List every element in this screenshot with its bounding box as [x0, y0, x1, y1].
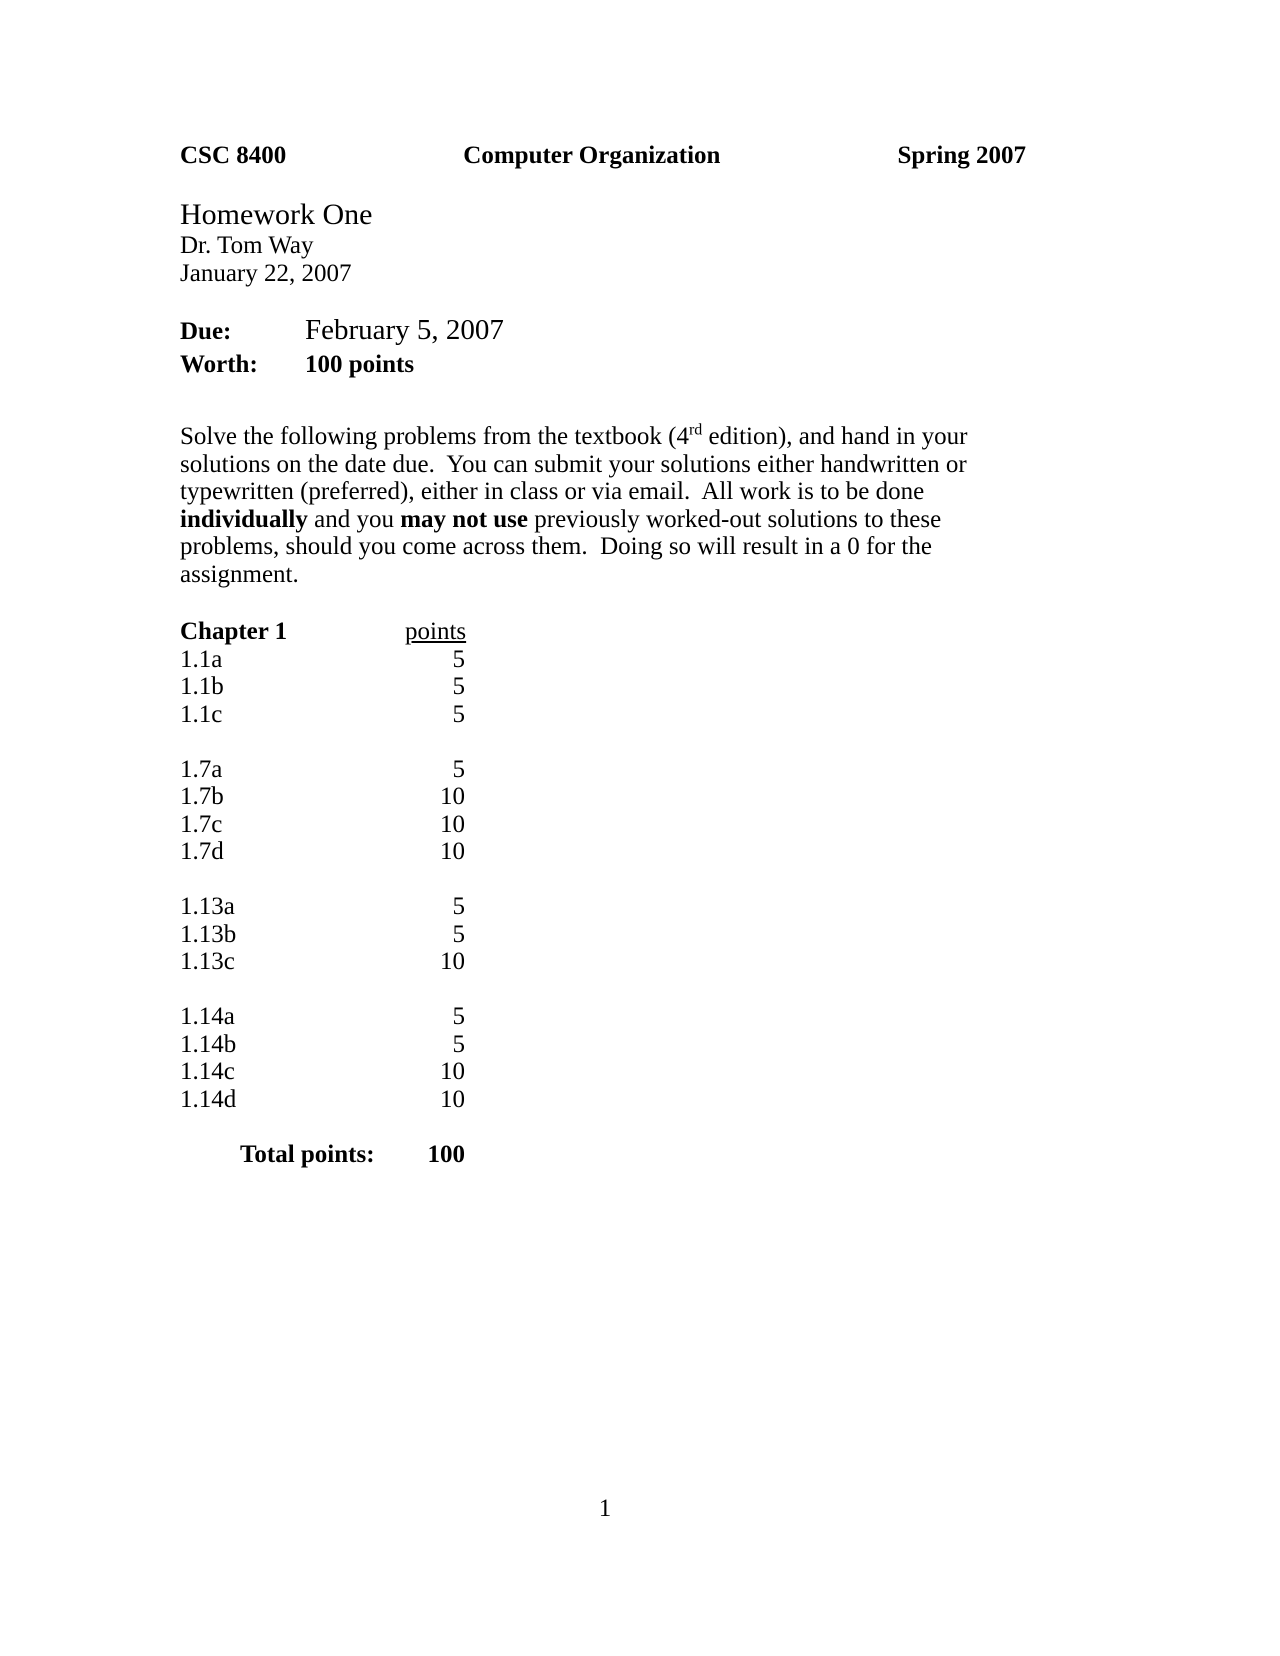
problem-points: 10 — [440, 1058, 465, 1085]
table-row — [180, 673, 1026, 701]
table-row — [180, 811, 1026, 839]
points-table-body — [180, 646, 1026, 1114]
paragraph-text: Solve the following problems from the textbook (4 — [180, 423, 689, 450]
problem-points: 10 — [440, 783, 465, 810]
table-row — [180, 646, 1026, 674]
due-row — [180, 314, 1026, 348]
table-row — [180, 1086, 1026, 1114]
points-table — [180, 618, 1026, 1168]
document-content — [180, 142, 1026, 1168]
table-group — [180, 1003, 1026, 1113]
problem-id: 1.13c — [180, 948, 235, 975]
problem-id: 1.14a — [180, 1003, 235, 1030]
problem-points: 10 — [440, 1085, 465, 1113]
assignment-title: Homework One — [180, 198, 373, 231]
problem-id: 1.1c — [180, 700, 223, 728]
problem-points: 5 — [452, 673, 465, 700]
problem-id: 1.7b — [180, 783, 224, 810]
table-group — [180, 756, 1026, 866]
problem-points: 5 — [452, 893, 465, 920]
table-row — [180, 756, 1026, 784]
total-value: 100 — [427, 1140, 465, 1168]
table-row — [180, 701, 1026, 729]
due-worth-block — [180, 314, 1026, 381]
problem-id: 1.13a — [180, 893, 235, 920]
problem-id: 1.14c — [180, 1058, 235, 1085]
problem-id: 1.7a — [180, 755, 223, 783]
problem-points: 5 — [452, 700, 465, 728]
paragraph-text: previously worked-out solutions to these problems, should you come across them. Doing so will result in a 0 for the assignment. — [180, 505, 948, 588]
total-row — [180, 1141, 1026, 1169]
problem-id: 1.14d — [180, 1085, 237, 1113]
table-group — [180, 646, 1026, 729]
problem-id: 1.1b — [180, 673, 224, 700]
table-header-row — [180, 618, 1026, 646]
problem-id: 1.7d — [180, 838, 224, 865]
problem-points: 5 — [452, 755, 465, 783]
page-number: 1 — [598, 1495, 612, 1522]
problem-points: 5 — [452, 645, 465, 673]
chapter-header: Chapter 1 — [180, 618, 288, 645]
table-row — [180, 838, 1026, 866]
emphasis-text: may not use — [400, 505, 529, 533]
table-group — [180, 893, 1026, 976]
table-row — [180, 1003, 1026, 1031]
paragraph-text: and you — [307, 505, 401, 533]
problem-points: 10 — [440, 948, 465, 975]
course-code: CSC 8400 — [180, 142, 287, 169]
paragraph-text: edition), and hand in your solutions on the date due. You can submit your solutions either handwritten or typewritten (preferred), either in class or via email. All work is to be done — [180, 423, 974, 505]
intro-paragraph — [180, 423, 1030, 588]
worth-value: 100 points — [305, 351, 415, 378]
document-header — [180, 142, 1026, 170]
assignment-date: January 22, 2007 — [180, 260, 352, 287]
problem-id: 1.14b — [180, 1030, 237, 1058]
worth-row — [180, 348, 1026, 381]
problem-id: 1.7c — [180, 810, 223, 838]
due-label: Due: — [180, 318, 232, 345]
problem-points: 5 — [452, 1030, 465, 1058]
table-row — [180, 893, 1026, 921]
term: Spring 2007 — [897, 142, 1026, 169]
table-row — [180, 1031, 1026, 1059]
total-label: Total points: — [240, 1140, 375, 1168]
problem-points: 5 — [452, 920, 465, 948]
table-row — [180, 1058, 1026, 1086]
table-row — [180, 783, 1026, 811]
points-header: points — [405, 618, 467, 645]
due-value: February 5, 2007 — [305, 314, 504, 346]
superscript-text: rd — [688, 421, 703, 439]
instructor-name: Dr. Tom Way — [180, 232, 314, 259]
course-title: Computer Organization — [463, 142, 721, 169]
problem-points: 10 — [440, 810, 465, 838]
worth-label: Worth: — [180, 351, 258, 378]
emphasis-text: individually — [180, 505, 308, 533]
table-row — [180, 921, 1026, 949]
problem-points: 10 — [440, 838, 465, 865]
problem-id: 1.1a — [180, 645, 223, 673]
problem-points: 5 — [452, 1003, 465, 1030]
table-row — [180, 948, 1026, 976]
problem-id: 1.13b — [180, 920, 237, 948]
